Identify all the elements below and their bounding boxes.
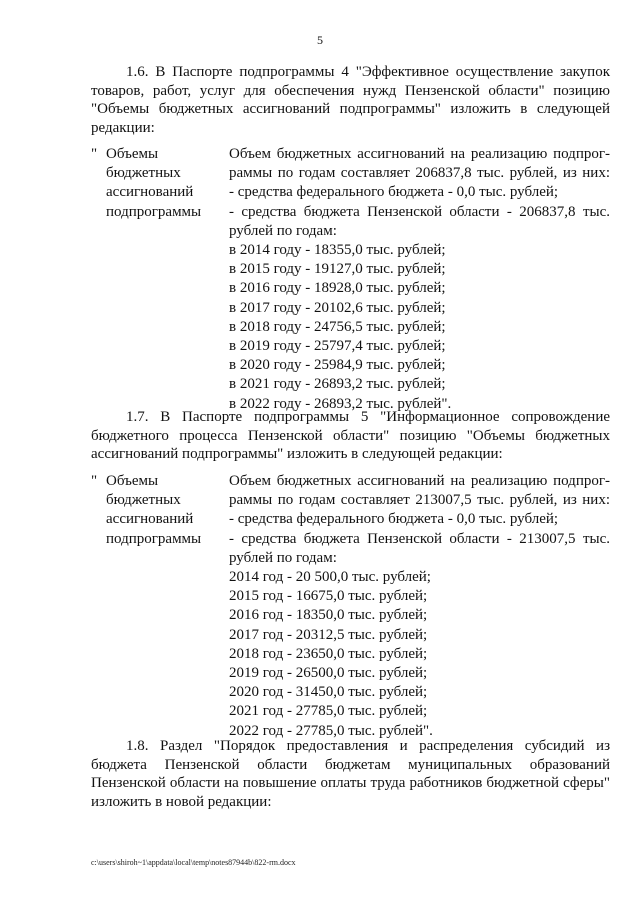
value-line: рублей по годам: <box>229 222 337 239</box>
label-line: Объемы <box>106 146 159 162</box>
label-line: бюджетных <box>106 492 181 509</box>
section-1-6-values <box>229 145 610 414</box>
label-line: бюджетных <box>106 165 181 182</box>
label-line: Объемы <box>106 473 159 489</box>
value-line: в 2020 году - 25984,9 тыс. рублей; <box>229 357 446 374</box>
value-line: - средства бюджета Пензенской области - 213007,5 тыс. <box>229 530 610 547</box>
label-line: ассигнований <box>106 184 194 201</box>
value-line: 2017 год - 20312,5 тыс. рублей; <box>229 626 428 643</box>
value-line: раммы по годам составляет 213007,5 тыс. рублей, из них: <box>229 492 610 509</box>
value-line: в 2015 году - 19127,0 тыс. рублей; <box>229 261 446 278</box>
section-1-8-intro-text: 1.8. Раздел "Порядок предоставления и распределения субсидий из бюджета Пензенской области бюджетам муниципальных образований Пензенской области на повышение оплаты труда работников бюджетной сферы" изложить в новой редакции: <box>91 738 610 810</box>
label-line: подпрограммы <box>106 530 202 547</box>
value-line: раммы по годам составляет 206837,8 тыс. рублей, из них: <box>229 165 610 182</box>
value-line: Объем бюджетных ассигнований на реализацию подпрог- <box>229 473 610 489</box>
section-1-6-intro-text: 1.6. В Паспорте подпрограммы 4 "Эффективное осуществление закупок товаров, работ, услуг для обеспечения нужд Пензенской области" позицию "Объемы бюджетных ассигнований подпрограммы" изложить в следующей редакции: <box>91 64 610 136</box>
section-1-7-intro-text: 1.7. В Паспорте подпрограммы 5 "Информационное сопровождение бюджетного процесса Пензенской области" позицию "Объемы бюджетных ассигнований подпрограммы" изложить в следующей редакции: <box>91 409 610 462</box>
value-line: 2014 год - 20 500,0 тыс. рублей; <box>229 569 431 586</box>
value-line: Объем бюджетных ассигнований на реализацию подпрог- <box>229 146 610 162</box>
section-1-6-intro <box>91 63 610 137</box>
label-line: ассигнований <box>106 511 194 528</box>
opening-quote: " <box>91 473 98 489</box>
value-line: в 2022 году - 26893,2 тыс. рублей". <box>229 395 452 412</box>
opening-quote: " <box>91 146 98 162</box>
value-line: в 2016 году - 18928,0 тыс. рублей; <box>229 280 446 297</box>
value-line: 2016 год - 18350,0 тыс. рублей; <box>229 607 428 624</box>
value-line: в 2018 году - 24756,5 тыс. рублей; <box>229 318 446 335</box>
section-1-8-intro <box>91 737 610 811</box>
value-line: 2020 год - 31450,0 тыс. рублей; <box>229 684 428 701</box>
section-1-7-intro <box>91 408 610 464</box>
value-line: в 2021 году - 26893,2 тыс. рублей; <box>229 376 446 393</box>
value-line: 2015 год - 16675,0 тыс. рублей; <box>229 588 428 605</box>
section-1-7-values <box>229 472 610 741</box>
value-line: 2022 год - 27785,0 тыс. рублей". <box>229 722 433 739</box>
value-line: в 2019 году - 25797,4 тыс. рублей; <box>229 338 446 355</box>
value-line: - средства федерального бюджета - 0,0 тыс. рублей; <box>229 184 559 201</box>
file-path-footer: c:\users\shiroh~1\appdata\local\temp\notes87944b\822-rm.docx <box>91 858 296 867</box>
value-line: в 2014 году - 18355,0 тыс. рублей; <box>229 242 446 259</box>
value-line: рублей по годам: <box>229 549 337 566</box>
value-line: 2018 год - 23650,0 тыс. рублей; <box>229 645 428 662</box>
value-line: - средства федерального бюджета - 0,0 тыс. рублей; <box>229 511 559 528</box>
label-line: подпрограммы <box>106 203 202 220</box>
value-line: - средства бюджета Пензенской области - 206837,8 тыс. <box>229 203 610 220</box>
page-number: 5 <box>317 33 323 47</box>
value-line: 2019 год - 26500,0 тыс. рублей; <box>229 665 428 682</box>
value-line: 2021 год - 27785,0 тыс. рублей; <box>229 703 428 720</box>
value-line: в 2017 году - 20102,6 тыс. рублей; <box>229 299 446 316</box>
